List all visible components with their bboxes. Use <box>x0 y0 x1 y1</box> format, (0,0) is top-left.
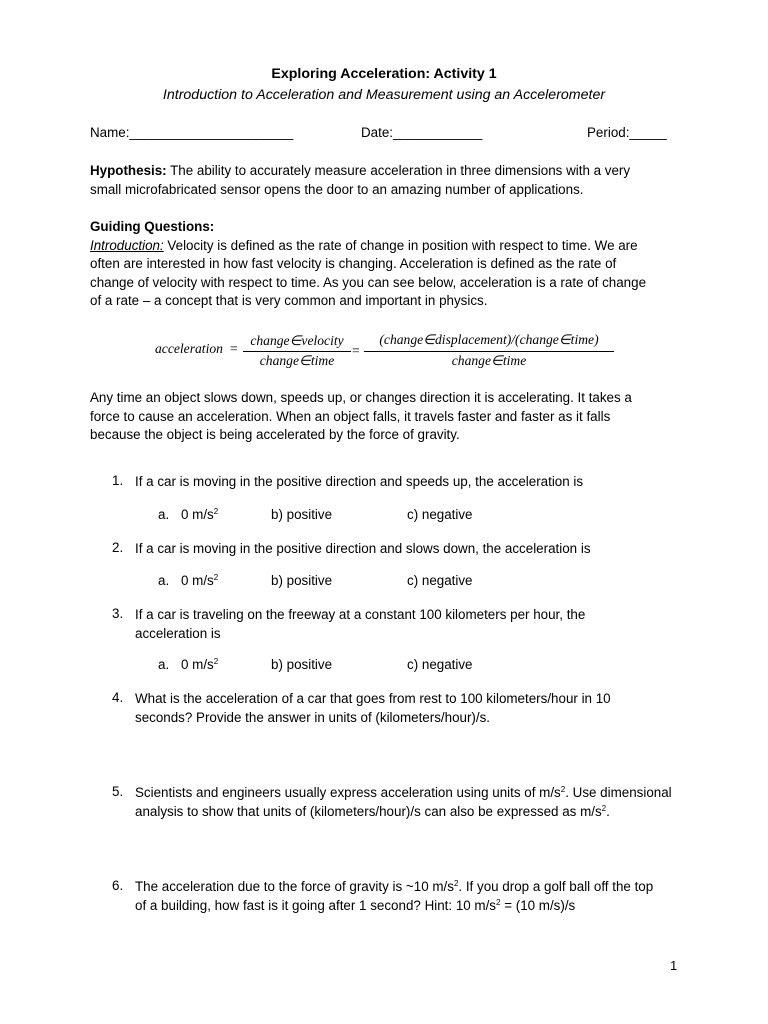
option-a-letter: a. <box>158 573 170 588</box>
option-b[interactable]: b) positive <box>271 507 333 522</box>
introduction-label: Introduction: <box>90 237 164 253</box>
equals-sign: = <box>352 343 360 358</box>
hypothesis-label: Hypothesis: <box>90 163 167 178</box>
paragraph-line: force to cause an acceleration. When an object falls, it travels faster and faster as it falls <box>90 408 611 424</box>
option-b[interactable]: b) positive <box>271 657 333 672</box>
question-line: seconds? Provide the answer in units of (kilometers/hour)/s. <box>135 709 491 725</box>
fraction-bar <box>364 351 614 352</box>
equals-sign: = <box>230 341 238 356</box>
text-segment: . If you drop a golf ball off the top <box>458 879 654 894</box>
hypothesis-text-line: The ability to accurately measure acceleration in three dimensions with a very <box>166 163 631 178</box>
option-a-letter: a. <box>158 507 170 522</box>
text-segment: = (10 m/s)/s <box>500 897 576 913</box>
option-a-text: 0 m/s <box>181 507 214 522</box>
question-number: 5. <box>112 784 124 799</box>
fraction-2-denominator: change∈time <box>451 353 527 368</box>
question-line: If a car is moving in the positive direction and speeds up, the acceleration is <box>135 474 584 489</box>
option-b[interactable]: b) positive <box>271 573 333 588</box>
page-title: Exploring Acceleration: Activity 1 <box>271 66 497 82</box>
option-a[interactable] <box>181 573 218 588</box>
guiding-questions-section <box>90 218 690 311</box>
question-number: 4. <box>112 690 124 705</box>
question-line <box>135 878 653 897</box>
question-text <box>135 606 585 643</box>
superscript: 2 <box>496 897 501 907</box>
paragraph-line: Any time an object slows down, speeds up, or changes direction it is accelerating. It takes a <box>90 390 632 405</box>
superscript: 2 <box>601 803 607 813</box>
hypothesis-text-line: small microfabricated sensor opens the door to an amazing number of applications. <box>90 181 584 197</box>
equation-lhs: acceleration <box>155 341 223 356</box>
gravity-paragraph <box>90 389 690 445</box>
option-c[interactable]: c) negative <box>407 507 473 522</box>
question-line <box>135 803 672 822</box>
question-text <box>135 878 653 915</box>
intro-text-line: of a rate – a concept that is very common and important in physics. <box>90 293 488 309</box>
page-subtitle: Introduction to Acceleration and Measurement using an Accelerometer <box>162 87 606 103</box>
intro-text-line: change of velocity with respect to time. As you can see below, acceleration is a rate of change <box>90 274 647 290</box>
date-field[interactable]: Date:____________ <box>361 125 483 140</box>
option-a-text: 0 m/s <box>181 657 214 672</box>
question-number: 2. <box>112 540 124 555</box>
question-text <box>135 784 672 821</box>
fraction-1-denominator: change∈time <box>259 353 335 368</box>
question-text <box>135 473 583 492</box>
fraction-1-numerator: change∈velocity <box>250 333 344 348</box>
guiding-questions-heading: Guiding Questions: <box>90 219 215 234</box>
option-a-letter: a. <box>158 657 170 672</box>
superscript: 2 <box>213 573 219 582</box>
superscript: 2 <box>453 879 459 888</box>
question-line: If a car is traveling on the freeway at a constant 100 kilometers per hour, the <box>135 607 586 622</box>
intro-text-line: often are interested in how fast velocity is changing. Acceleration is defined as the rate of <box>90 256 617 272</box>
option-a[interactable] <box>181 507 218 522</box>
superscript: 2 <box>560 785 566 794</box>
text-segment: . <box>606 803 610 819</box>
period-field[interactable]: Period:_____ <box>587 125 667 140</box>
text-segment: Scientists and engineers usually express acceleration using units of m/s <box>135 785 561 800</box>
question-number: 1. <box>112 473 124 488</box>
question-line: If a car is moving in the positive direction and slows down, the acceleration is <box>135 541 591 556</box>
question-number: 3. <box>112 606 124 621</box>
superscript: 2 <box>213 657 219 666</box>
question-line <box>135 784 672 803</box>
text-segment: . Use dimensional <box>565 785 672 800</box>
superscript: 2 <box>213 507 219 516</box>
question-text <box>135 540 591 559</box>
hypothesis-paragraph <box>90 162 690 199</box>
paragraph-line: because the object is being accelerated by the force of gravity. <box>90 427 460 443</box>
name-field[interactable]: Name:______________________ <box>90 125 294 140</box>
option-c[interactable]: c) negative <box>407 657 473 672</box>
question-text <box>135 690 611 727</box>
page-number: 1 <box>670 958 678 973</box>
question-line <box>135 897 653 916</box>
fraction-bar <box>243 351 351 352</box>
option-a-text: 0 m/s <box>181 573 214 588</box>
question-line: What is the acceleration of a car that goes from rest to 100 kilometers/hour in 10 <box>135 691 611 706</box>
option-c[interactable]: c) negative <box>407 573 473 588</box>
text-segment: The acceleration due to the force of gravity is ~10 m/s <box>135 879 454 894</box>
question-line: acceleration is <box>135 625 221 641</box>
text-segment: of a building, how fast is it going after 1 second? Hint: 10 m/s <box>135 897 497 913</box>
intro-text-line: Velocity is defined as the rate of change in position with respect to time. We are <box>163 237 638 253</box>
option-a[interactable] <box>181 657 218 672</box>
fraction-2-numerator: (change∈displacement)/(change∈time) <box>379 332 599 347</box>
text-segment: analysis to show that units of (kilometers/hour)/s can also be expressed as m/s <box>135 803 602 819</box>
question-number: 6. <box>112 878 124 893</box>
